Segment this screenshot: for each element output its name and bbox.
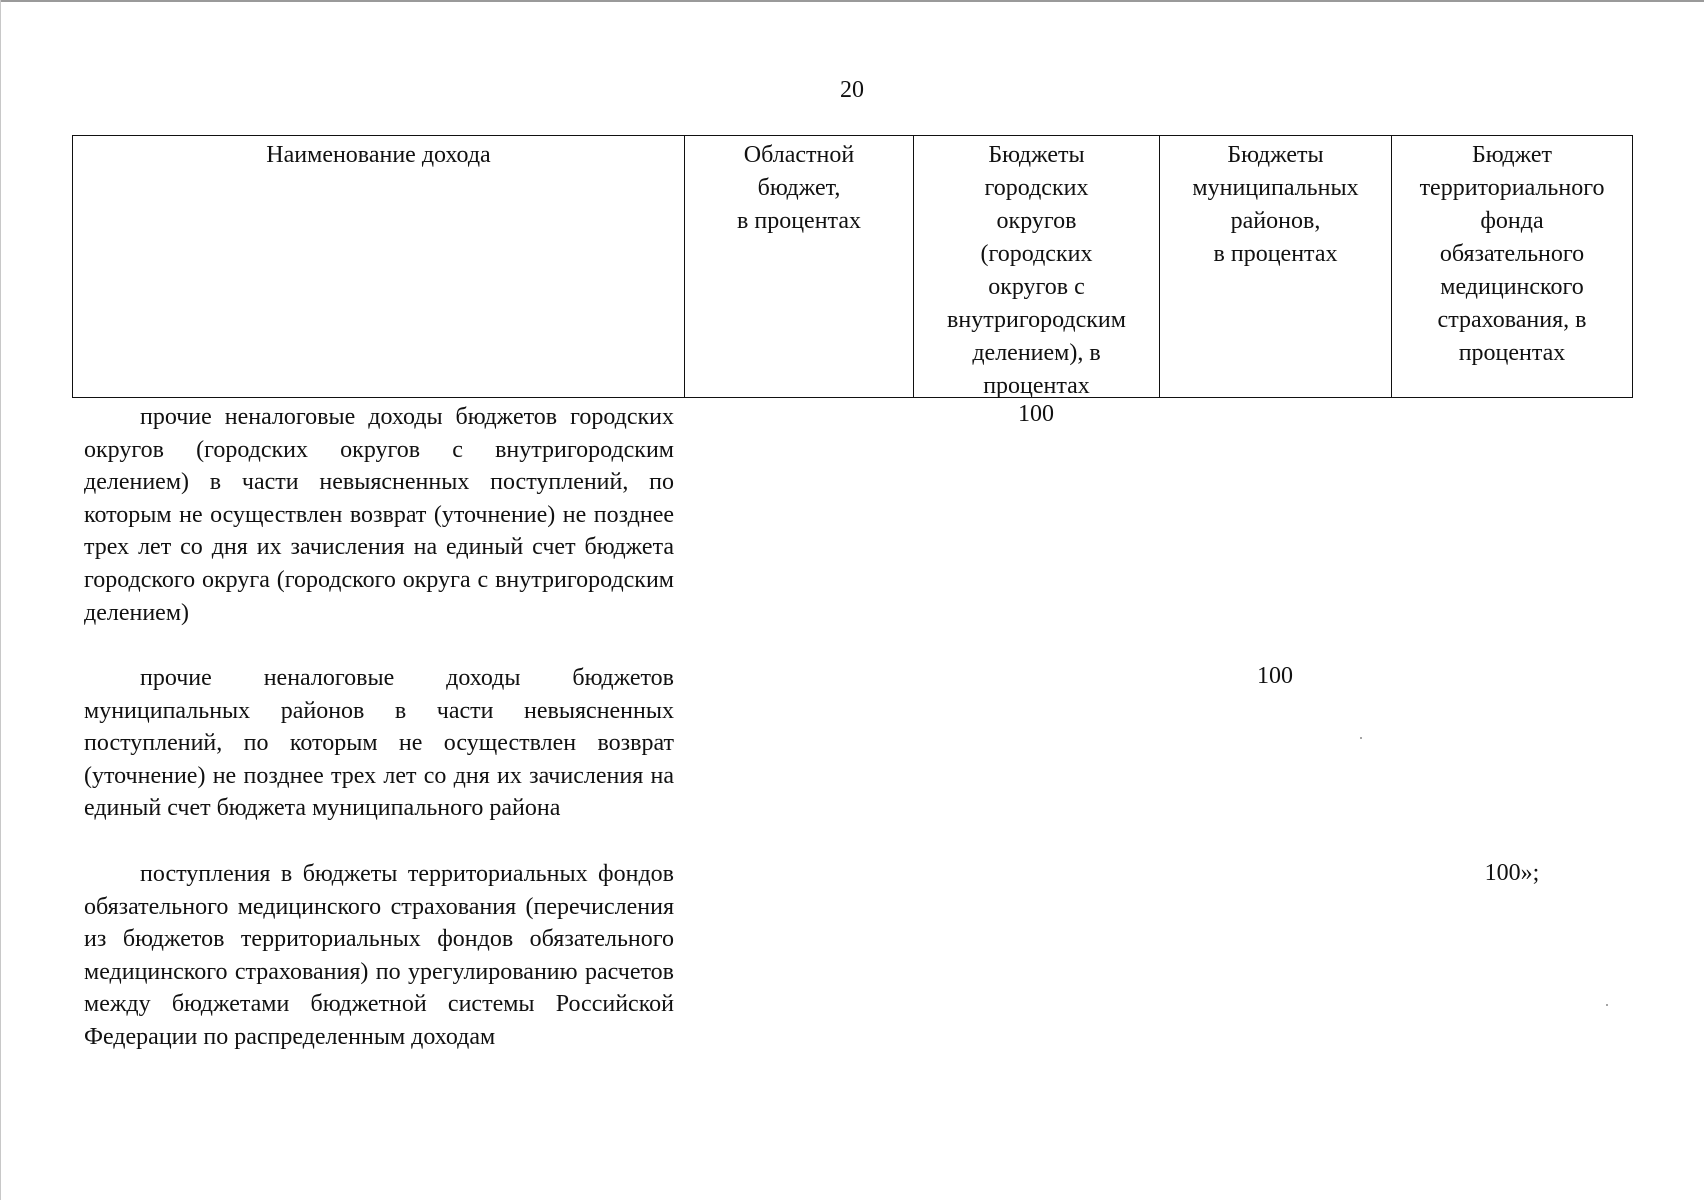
header-municipal-districts-budgets [1160, 136, 1392, 397]
header-line: муниципальных [1192, 175, 1359, 201]
header-line: Бюджет [1471, 142, 1553, 168]
header-line: округов [996, 208, 1077, 234]
scan-speck [1360, 737, 1362, 739]
page-number: 20 [840, 77, 864, 103]
row-1-income-name: прочие неналоговые доходы бюджетов городских округов (городских округов с внутригородским делением) в части невыясненных поступлений, по которым не осуществлен возврат (уточнение) не позднее трех лет со дня их зачисления на единый счет бюджета городского округа (городского округа с внутригородским делением) [84, 404, 674, 626]
header-line: медицинского [1440, 274, 1584, 300]
header-line: в процентах [1213, 241, 1338, 267]
header-line: Областной [743, 142, 855, 168]
scan-speck [1606, 1004, 1608, 1006]
row-3-income-name: поступления в бюджеты территориальных фондов обязательного медицинского страхования (перечисления из бюджетов территориальных фондов обязательного медицинского страхования) по урегулированию расчетов между бюджетами бюджетной системы Российской Федерации по распределенным доходам [84, 861, 674, 1050]
scan-edge-left [0, 0, 1, 1200]
row-2-income-name: прочие неналоговые доходы бюджетов муниципальных районов в части невыясненных поступлений, по которым не осуществлен возврат (уточнение) не позднее трех лет со дня их зачисления на единый счет бюджета муниципального района [84, 665, 674, 822]
header-line: территориального [1419, 175, 1605, 201]
row-2-municipal-districts-value: 100 [1257, 663, 1293, 689]
header-line: процентах [983, 373, 1090, 397]
header-line: Бюджеты [988, 142, 1085, 168]
header-tfoms-budget [1392, 136, 1632, 397]
header-line: округов с [988, 274, 1085, 300]
header-line: страхования, в [1437, 307, 1587, 333]
header-line: Бюджеты [1227, 142, 1324, 168]
row-1-city-districts-value: 100 [1018, 401, 1054, 427]
header-line: Наименование дохода [266, 142, 491, 168]
header-line: процентах [1458, 340, 1566, 366]
header-line: районов, [1230, 208, 1321, 234]
table-header [72, 135, 1633, 398]
row-3-tfoms-value: 100»; [1484, 860, 1540, 886]
header-line: городских [984, 175, 1089, 201]
header-line: в процентах [737, 208, 861, 234]
header-line: фонда [1480, 208, 1544, 234]
header-city-districts-budgets [914, 136, 1160, 397]
header-line: бюджет, [757, 175, 841, 201]
header-line: внутригородским [947, 307, 1126, 333]
scan-edge-top [0, 0, 1704, 2]
header-line: (городских [980, 241, 1093, 267]
header-income-name [73, 136, 685, 397]
header-line: обязательного [1439, 241, 1585, 267]
header-oblast-budget [685, 136, 914, 397]
header-line: делением), в [972, 340, 1101, 366]
